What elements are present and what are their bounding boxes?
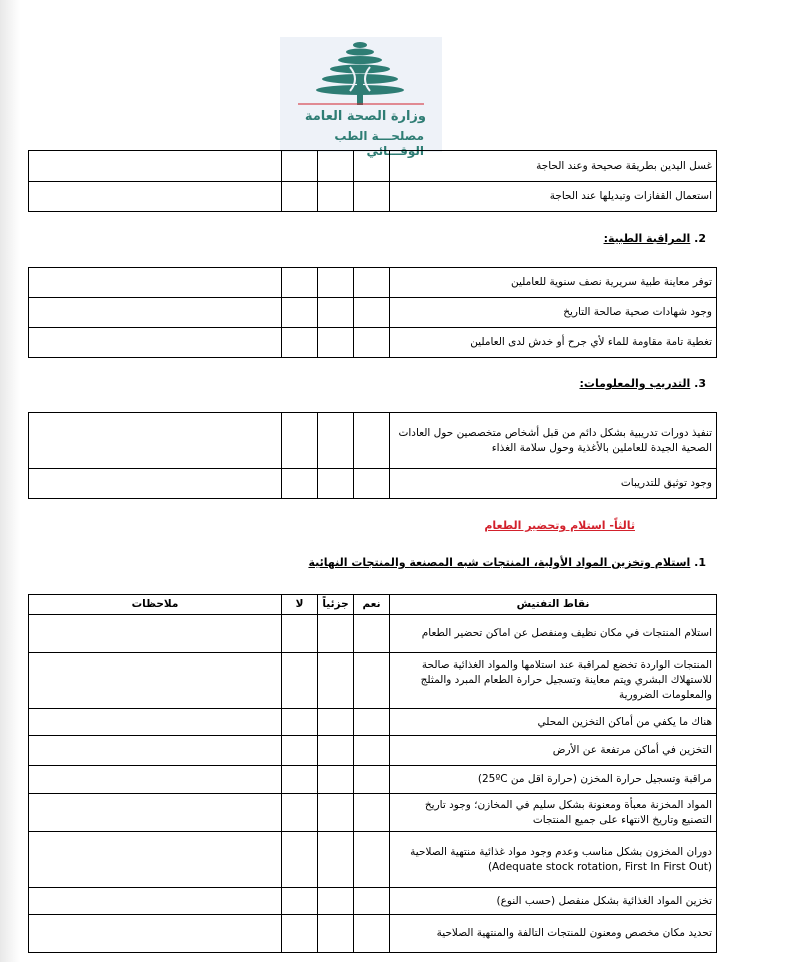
partial-cell[interactable] [318, 766, 354, 794]
partial-cell[interactable] [318, 268, 354, 298]
yes-cell[interactable] [354, 298, 390, 328]
table-row [29, 888, 717, 915]
section-title: التدريب والمعلومات: [579, 377, 691, 390]
check-item: استلام المنتجات في مكان نظيف ومنفصل عن اماكن تحضير الطعام [390, 615, 717, 653]
no-cell[interactable] [282, 151, 318, 182]
partial-cell[interactable] [318, 888, 354, 915]
notes-cell[interactable] [29, 766, 282, 794]
no-cell[interactable] [282, 915, 318, 953]
yes-cell[interactable] [354, 151, 390, 182]
yes-cell[interactable] [354, 832, 390, 888]
notes-cell[interactable] [29, 615, 282, 653]
yes-cell[interactable] [354, 736, 390, 766]
section-number: 2. [694, 232, 706, 245]
table-row [29, 709, 717, 736]
part-title: ثالثاً- استلام وتحضير الطعام [484, 519, 635, 532]
partial-cell[interactable] [318, 413, 354, 469]
no-cell[interactable] [282, 736, 318, 766]
yes-cell[interactable] [354, 328, 390, 358]
notes-cell[interactable] [29, 268, 282, 298]
check-item: غسل اليدين بطريقة صحيحة وعند الحاجة [390, 151, 717, 182]
yes-cell[interactable] [354, 794, 390, 832]
yes-cell[interactable] [354, 915, 390, 953]
table-row [29, 653, 717, 709]
yes-cell[interactable] [354, 766, 390, 794]
inspection-table [28, 594, 717, 953]
no-cell[interactable] [282, 469, 318, 499]
partial-cell[interactable] [318, 151, 354, 182]
table-row [29, 469, 717, 499]
table-row [29, 182, 717, 212]
check-item: تحديد مكان مخصص ومعنون للمنتجات التالفة والمنتهية الصلاحية [390, 915, 717, 953]
table-row [29, 915, 717, 953]
no-cell[interactable] [282, 766, 318, 794]
check-item: وجود شهادات صحية صالحة التاريخ [390, 298, 717, 328]
section-2-heading [604, 232, 706, 245]
yes-cell[interactable] [354, 615, 390, 653]
notes-cell[interactable] [29, 794, 282, 832]
partial-cell[interactable] [318, 469, 354, 499]
partial-cell[interactable] [318, 736, 354, 766]
ministry-logo [280, 37, 442, 158]
medical-monitoring-table [28, 267, 717, 358]
check-item: دوران المخزون بشكل مناسب وعدم وجود مواد غذائية منتهية الصلاحية (Adequate stock rotation, First In First Out) [390, 832, 717, 888]
check-item: استعمال القفازات وتبديلها عند الحاجة [390, 182, 717, 212]
partial-cell[interactable] [318, 709, 354, 736]
no-cell[interactable] [282, 268, 318, 298]
check-item: المواد المخزنة معبأة ومعنونة بشكل سليم في المخازن؛ وجود تاريخ التصنيع وتاريخ الانتهاء على جميع المنتجات [390, 794, 717, 832]
yes-cell[interactable] [354, 268, 390, 298]
notes-cell[interactable] [29, 736, 282, 766]
notes-cell[interactable] [29, 915, 282, 953]
notes-cell[interactable] [29, 888, 282, 915]
table-row [29, 328, 717, 358]
header-partial: جزئياً [318, 595, 354, 615]
section-number: 1. [694, 556, 706, 569]
check-item: تخزين المواد الغذائية بشكل منفصل (حسب النوع) [390, 888, 717, 915]
no-cell[interactable] [282, 794, 318, 832]
partial-cell[interactable] [318, 915, 354, 953]
hygiene-table [28, 150, 717, 212]
yes-cell[interactable] [354, 709, 390, 736]
notes-cell[interactable] [29, 832, 282, 888]
section-title: استلام وتخزين المواد الأولية، المنتجات شبه المصنعة والمنتجات النهائية [308, 556, 691, 569]
notes-cell[interactable] [29, 151, 282, 182]
partial-cell[interactable] [318, 794, 354, 832]
check-item: التخزين في أماكن مرتفعة عن الأرض [390, 736, 717, 766]
check-item: المنتجات الواردة تخضع لمراقبة عند استلامها والمواد الغذائية صالحة للاستهلاك البشري ويتم معاينة وتسجيل حرارة الطعام المبرد والمثلج والمعلومات الضرورية [390, 653, 717, 709]
table-row [29, 736, 717, 766]
section-number: 3. [694, 377, 706, 390]
no-cell[interactable] [282, 888, 318, 915]
table-row [29, 794, 717, 832]
check-item: وجود توثيق للتدريبات [390, 469, 717, 499]
no-cell[interactable] [282, 328, 318, 358]
notes-cell[interactable] [29, 653, 282, 709]
header-yes: نعم [354, 595, 390, 615]
notes-cell[interactable] [29, 298, 282, 328]
department-name: مصلحـــة الطب الوقـــائي [334, 129, 424, 158]
check-item: هناك ما يكفي من أماكن التخزين المحلي [390, 709, 717, 736]
notes-cell[interactable] [29, 413, 282, 469]
table-row [29, 268, 717, 298]
table-row [29, 832, 717, 888]
notes-cell[interactable] [29, 709, 282, 736]
section-title: المراقبة الطبية: [603, 232, 691, 245]
check-item: تنفيذ دورات تدريبية بشكل دائم من قبل أشخاص متخصصين حول العادات الصحية الجيدة للعاملين بالأغذية وحول سلامة الغذاء [390, 413, 717, 469]
no-cell[interactable] [282, 653, 318, 709]
table-row [29, 615, 717, 653]
notes-cell[interactable] [29, 469, 282, 499]
cedar-tree-icon [280, 37, 442, 112]
partial-cell[interactable] [318, 615, 354, 653]
partial-cell[interactable] [318, 182, 354, 212]
yes-cell[interactable] [354, 413, 390, 469]
check-item: تغطية تامة مقاومة للماء لأي جرح أو خدش لدى العاملين [390, 328, 717, 358]
no-cell[interactable] [282, 298, 318, 328]
partial-cell[interactable] [318, 298, 354, 328]
notes-cell[interactable] [29, 182, 282, 212]
check-item: توفر معاينة طبية سريرية نصف سنوية للعاملين [390, 268, 717, 298]
no-cell[interactable] [282, 413, 318, 469]
table-row [29, 151, 717, 182]
no-cell[interactable] [282, 709, 318, 736]
notes-cell[interactable] [29, 328, 282, 358]
yes-cell[interactable] [354, 469, 390, 499]
partial-cell[interactable] [318, 832, 354, 888]
yes-cell[interactable] [354, 888, 390, 915]
table-row [29, 413, 717, 469]
training-table [28, 412, 717, 499]
table-row [29, 298, 717, 328]
no-cell[interactable] [282, 615, 318, 653]
table-header-row [29, 595, 717, 615]
header-no: لا [282, 595, 318, 615]
partial-cell[interactable] [318, 328, 354, 358]
subsection-1-heading [308, 556, 706, 569]
part-3-heading [484, 519, 635, 532]
no-cell[interactable] [282, 832, 318, 888]
table-row [29, 766, 717, 794]
page-edge-shadow [0, 0, 20, 962]
header-item: نقاط التفتيش [390, 595, 717, 615]
section-3-heading [580, 377, 706, 390]
header-notes: ملاحظات [29, 595, 282, 615]
no-cell[interactable] [282, 182, 318, 212]
yes-cell[interactable] [354, 653, 390, 709]
check-item: مراقبة وتسجيل حرارة المخزن (حرارة اقل من 25ºC) [390, 766, 717, 794]
ministry-name: وزارة الصحة العامة [304, 109, 426, 124]
partial-cell[interactable] [318, 653, 354, 709]
yes-cell[interactable] [354, 182, 390, 212]
